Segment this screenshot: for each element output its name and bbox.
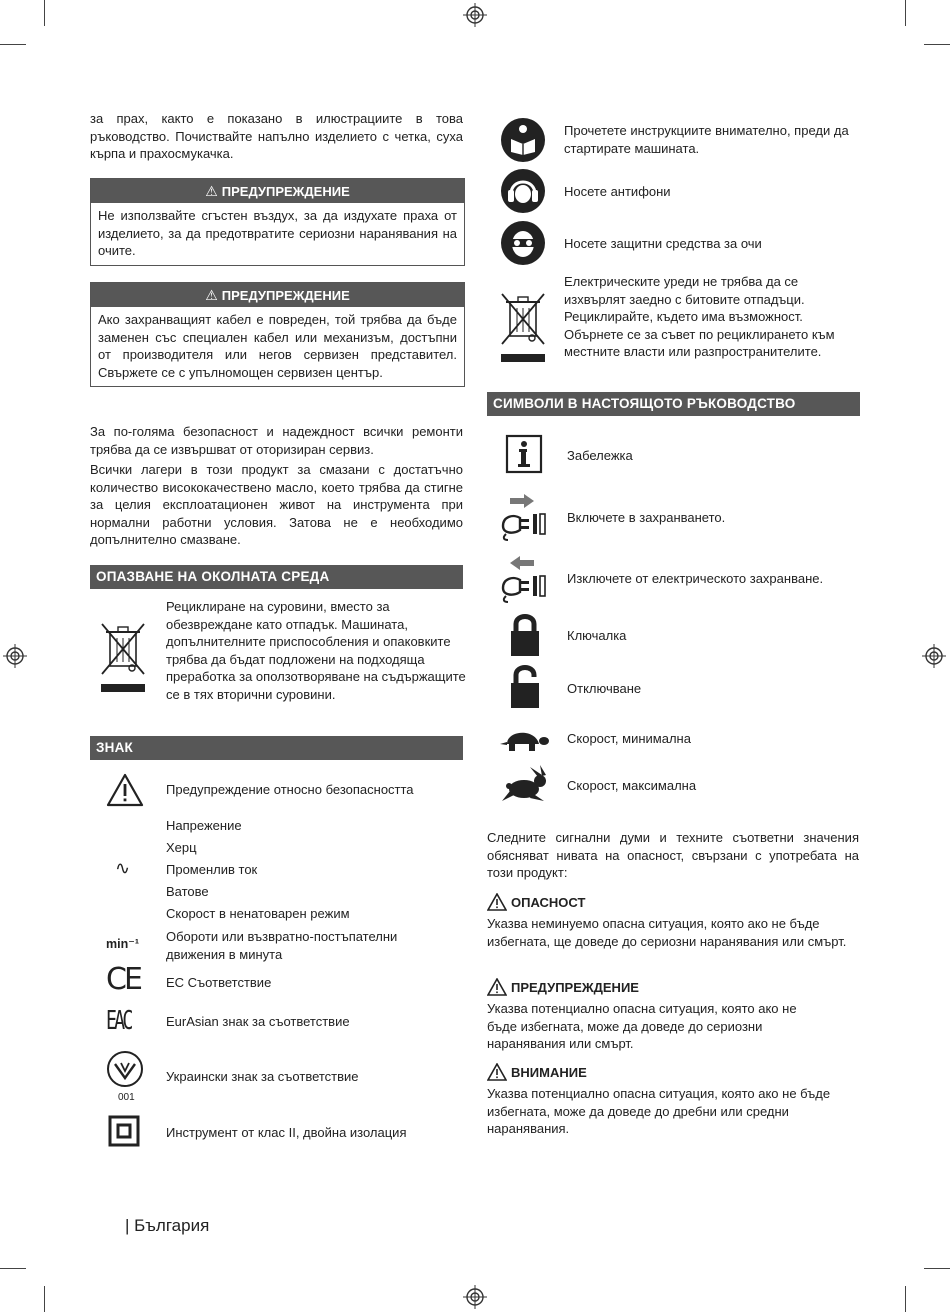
repair-paragraph: За по-голяма безопасност и надеждност всички ремонти трябва да се извършват от оторизиран сервиз. <box>90 424 463 457</box>
read-manual-icon <box>500 117 546 163</box>
crop-mark <box>924 44 950 45</box>
min-symbol: min⁻¹ <box>106 937 139 951</box>
warning-icon: ⚠ <box>205 287 218 303</box>
sign-label-voltage: Напрежение <box>166 818 242 833</box>
ua-code: 001 <box>118 1092 135 1103</box>
manual-text: Прочетете инструкциите внимателно, преди да стартирате машината. <box>564 123 849 156</box>
weee-text: Електрическите уреди не трябва да се изхвърлят заедно с битовите отпадъци. Рециклирайте, където има възможност. Обърнете се за съвет по рециклирането към местните власти или разпространителите. <box>564 274 835 359</box>
danger-block <box>487 893 859 950</box>
symbols-heading: СИМВОЛИ В НАСТОЯЩОТО РЪКОВОДСТВО <box>487 392 860 416</box>
crossed-bin-icon <box>98 620 150 696</box>
crop-mark <box>0 44 26 45</box>
turtle-slow-icon <box>498 724 550 754</box>
registration-mark-icon <box>3 644 27 668</box>
crop-mark <box>905 0 906 26</box>
crop-mark <box>924 1268 950 1269</box>
env-text: Рециклиране на суровини, вместо за обезвреждане като отпадък. Машината, допълнителните приспособления и опаковките трябва да бъдат подложени на подходяща преработка за оползотворяване на съдържащите се в тях вторични суровини. <box>166 599 466 702</box>
crossed-bin-icon <box>498 290 550 366</box>
crop-mark <box>44 1286 45 1312</box>
plug-in-icon <box>498 490 550 542</box>
bearings-paragraph: Всички лагери в този продукт за смазани с достатъчно количество висококачествено масло, което трябва да стигне за целия експлоатационен живот на инструмента при нормални работни условия. Затова не е необходимо допълнително смазване. <box>90 462 463 547</box>
ukrainian-mark-icon <box>105 1049 145 1089</box>
caution-triangle-icon <box>487 1063 507 1081</box>
ear-text: Носете антифони <box>564 184 671 199</box>
warning-title: ПРЕДУПРЕЖДЕНИЕ <box>511 979 639 995</box>
eye-protection-icon <box>500 220 546 266</box>
warning-box-1 <box>90 178 465 266</box>
danger-text: Указва неминуемо опасна ситуация, която ако не бъде избегната, ще доведе до сериозни наранявания или смърт. <box>487 916 847 949</box>
warning-icon: ⚠ <box>205 183 218 199</box>
ear-protection-icon <box>500 168 546 214</box>
ce-mark-icon: CE <box>106 962 140 997</box>
sign-label-hertz: Херц <box>166 840 197 855</box>
caution-title: ВНИМАНИЕ <box>511 1064 587 1080</box>
sign-label-rpm: Обороти или възвратно-постъпателни движения в минута <box>166 929 398 962</box>
env-heading: ОПАЗВАНЕ НА ОКОЛНАТА СРЕДА <box>90 565 463 589</box>
registration-mark-icon <box>922 644 946 668</box>
warning-title: ПРЕДУПРЕЖДЕНИЕ <box>221 288 350 303</box>
ac-symbol: ∿ <box>115 858 131 878</box>
info-note-icon <box>505 434 543 474</box>
lock-icon <box>508 612 542 658</box>
warning-text: Не използвайте сгъстен въздух, за да издухате праха от изделието, за да предотвратите сериозни наранявания на очите. <box>98 208 457 258</box>
sign-label: Предупреждение относно безопасността <box>166 782 414 798</box>
symbol-label-unplug: Изключете от електрическото захранване. <box>567 571 824 586</box>
sign-label-ce: ЕС Съответствие <box>166 975 272 990</box>
caution-text: Указва потенциално опасна ситуация, която ако не бъде избегната, може да доведе до дребни или средни наранявания. <box>487 1086 831 1136</box>
page-footer-language: | България <box>125 1216 210 1235</box>
signal-words-intro: Следните сигнални думи и техните съответни значения обясняват нивата на опасност, свързани с употребата на този продукт: <box>487 830 859 880</box>
sign-label-watts: Ватове <box>166 884 209 899</box>
registration-mark-icon <box>463 3 487 27</box>
warning-title: ПРЕДУПРЕЖДЕНИЕ <box>221 184 350 199</box>
warning-text: Указва потенциално опасна ситуация, която ако не бъде избегната, може да доведе до сериозни наранявания или смърт. <box>487 1001 797 1051</box>
safety-alert-icon <box>105 772 145 808</box>
eac-mark-icon: EAC <box>106 1006 131 1036</box>
sign-heading: ЗНАК <box>90 736 463 760</box>
unplug-icon <box>498 552 550 604</box>
eye-text: Носете защитни средства за очи <box>564 236 762 251</box>
sign-row-safety <box>90 770 470 810</box>
symbol-label-note: Забележка <box>567 448 633 463</box>
symbol-label-unlock: Отключване <box>567 681 642 696</box>
crop-mark <box>44 0 45 26</box>
symbol-label-fast: Скорост, максимална <box>567 778 697 793</box>
warning-block <box>487 978 859 1053</box>
class-ii-icon <box>108 1115 140 1147</box>
intro-paragraph: за прах, както е показано в илюстрациите в това ръководство. Почиствайте напълно изделието с четка, суха кърпа и прахосмукачка. <box>90 111 463 161</box>
symbol-label-plug-in: Включете в захранването. <box>567 510 726 525</box>
warning-box-2 <box>90 282 465 387</box>
symbol-label-slow: Скорост, минимална <box>567 731 691 746</box>
warning-text: Ако захранващият кабел е повреден, той трябва да бъде заменен със специален кабел или механизъм, достъпни от производителя или негов сервизен представител. Свържете се с упълномощен сервизен център. <box>98 312 457 380</box>
sign-label-noload: Скорост в ненатоварен режим <box>166 906 350 921</box>
sign-label-class2: Инструмент от клас II, двойна изолация <box>166 1125 407 1140</box>
unlock-icon <box>508 664 542 710</box>
sign-label-ac: Променлив ток <box>166 862 258 877</box>
crop-mark <box>905 1286 906 1312</box>
warning-triangle-icon <box>487 978 507 996</box>
sign-label-ua: Украински знак за съответствие <box>166 1069 359 1084</box>
rabbit-fast-icon <box>500 765 550 805</box>
registration-mark-icon <box>463 1285 487 1309</box>
caution-block <box>487 1063 859 1138</box>
danger-triangle-icon <box>487 893 507 911</box>
sign-label-eac: EurAsian знак за съответствие <box>166 1014 350 1029</box>
symbol-label-lock: Ключалка <box>567 628 627 643</box>
crop-mark <box>0 1268 26 1269</box>
danger-title: ОПАСНОСТ <box>511 894 586 910</box>
